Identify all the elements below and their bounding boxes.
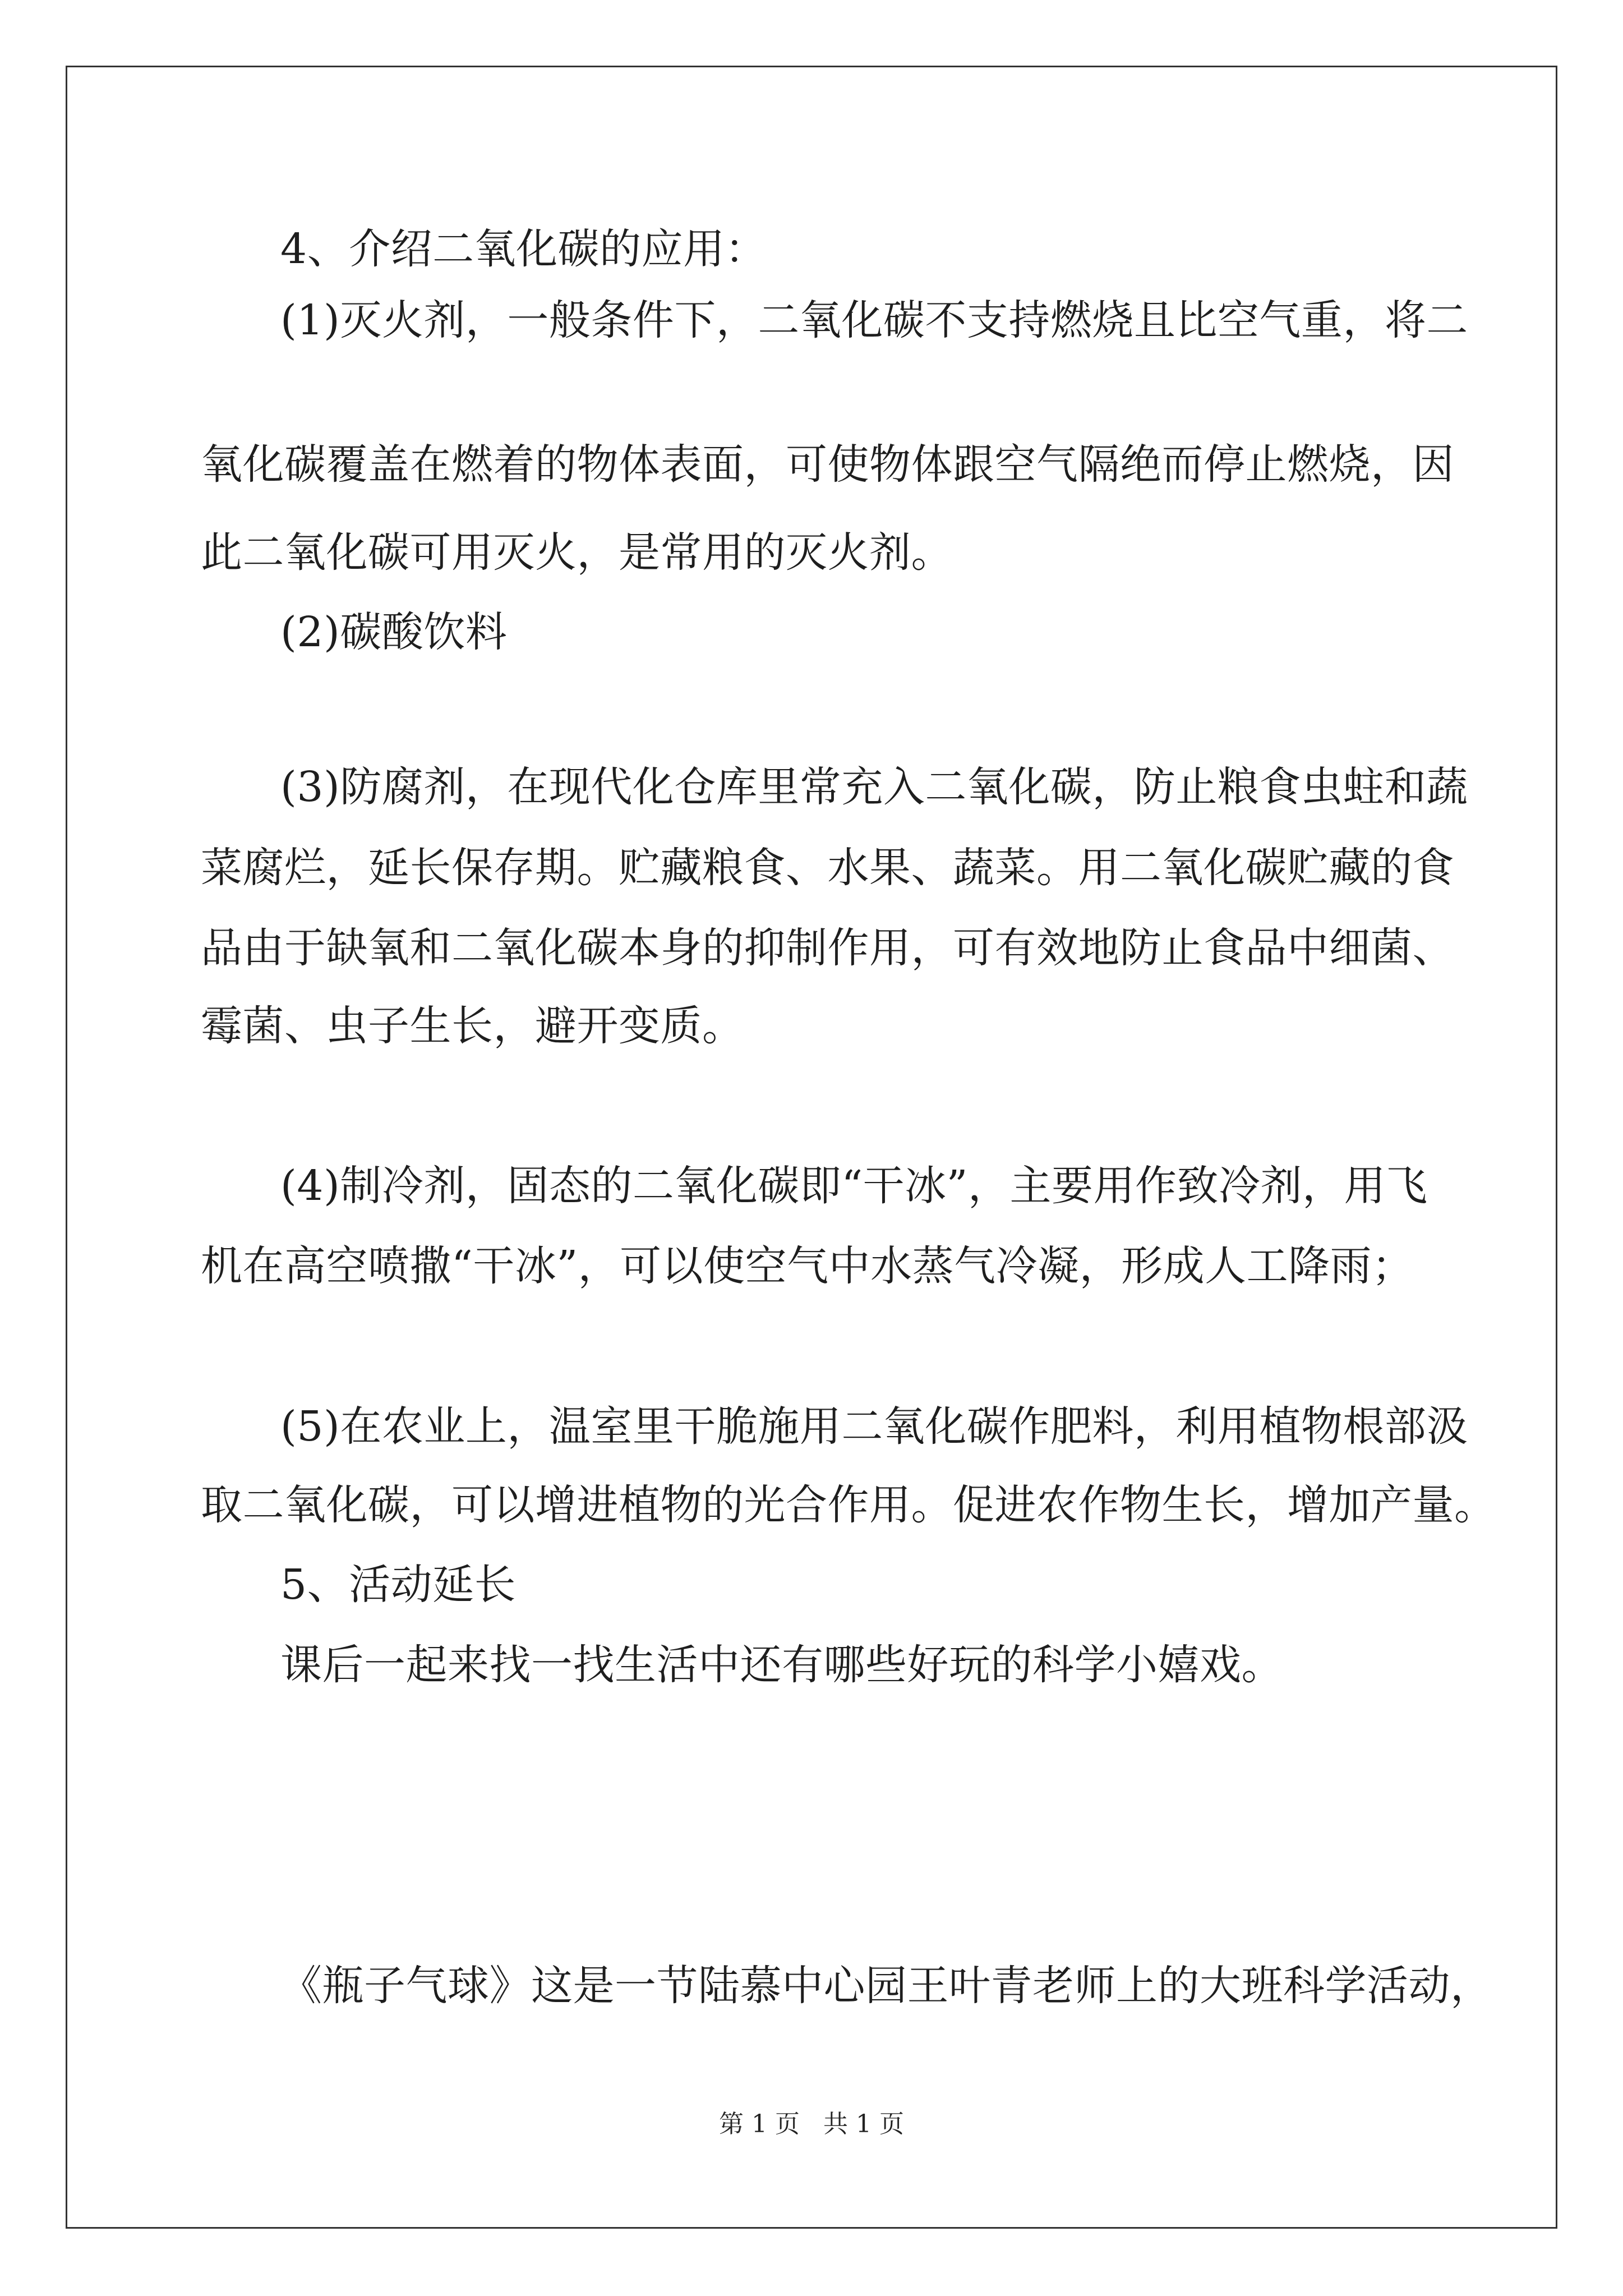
paragraph-line: 课后一起来找一找生活中还有哪些好玩的科学小嬉戏。 bbox=[280, 1641, 1283, 1689]
paragraph-line: (1)灭火剂，一般条件下，二氧化碳不支持燃烧且比空气重，将二 bbox=[280, 296, 1468, 344]
paragraph-line: 品由于缺氧和二氧化碳本身的抑制作用，可有效地防止食品中细菌、 bbox=[201, 924, 1454, 972]
paragraph-line: (4)制冷剂，固态的二氧化碳即“干冰”，主要用作致冷剂，用飞 bbox=[280, 1162, 1428, 1210]
paragraph-line: 菜腐烂，延长保存期。贮藏粮食、水果、蔬菜。用二氧化碳贮藏的食 bbox=[201, 844, 1454, 892]
paragraph-heading-5: 5、活动延长 bbox=[280, 1561, 517, 1609]
paragraph-line: 霉菌、虫子生长，避开变质。 bbox=[201, 1002, 744, 1050]
paragraph-line: 此二氧化碳可用灭火，是常用的灭火剂。 bbox=[201, 528, 953, 577]
paragraph-line: 取二氧化碳，可以增进植物的光合作用。促进农作物生长，增加产量。 bbox=[201, 1481, 1496, 1529]
paragraph-heading-4: 4、介绍二氧化碳的应用： bbox=[280, 225, 767, 273]
paragraph-line: 氧化碳覆盖在燃着的物体表面，可使物体跟空气隔绝而停止燃烧，因 bbox=[201, 440, 1454, 489]
paragraph-line: (3)防腐剂，在现代化仓库里常充入二氧化碳，防止粮食虫蛀和蔬 bbox=[280, 763, 1468, 811]
paragraph-line: (5)在农业上，温室里干脆施用二氧化碳作肥料，利用植物根部汲 bbox=[280, 1402, 1468, 1451]
paragraph-line: 《瓶子气球》这是一节陆慕中心园王叶青老师上的大班科学活动， bbox=[280, 1962, 1492, 2010]
page-border bbox=[66, 66, 1557, 2229]
paragraph-line: (2)碳酸饮料 bbox=[280, 608, 508, 656]
page-footer: 第 1 页 共 1 页 bbox=[719, 2110, 904, 2138]
paragraph-line: 机在高空喷撒“干冰”，可以使空气中水蒸气冷凝，形成人工降雨； bbox=[201, 1242, 1414, 1290]
